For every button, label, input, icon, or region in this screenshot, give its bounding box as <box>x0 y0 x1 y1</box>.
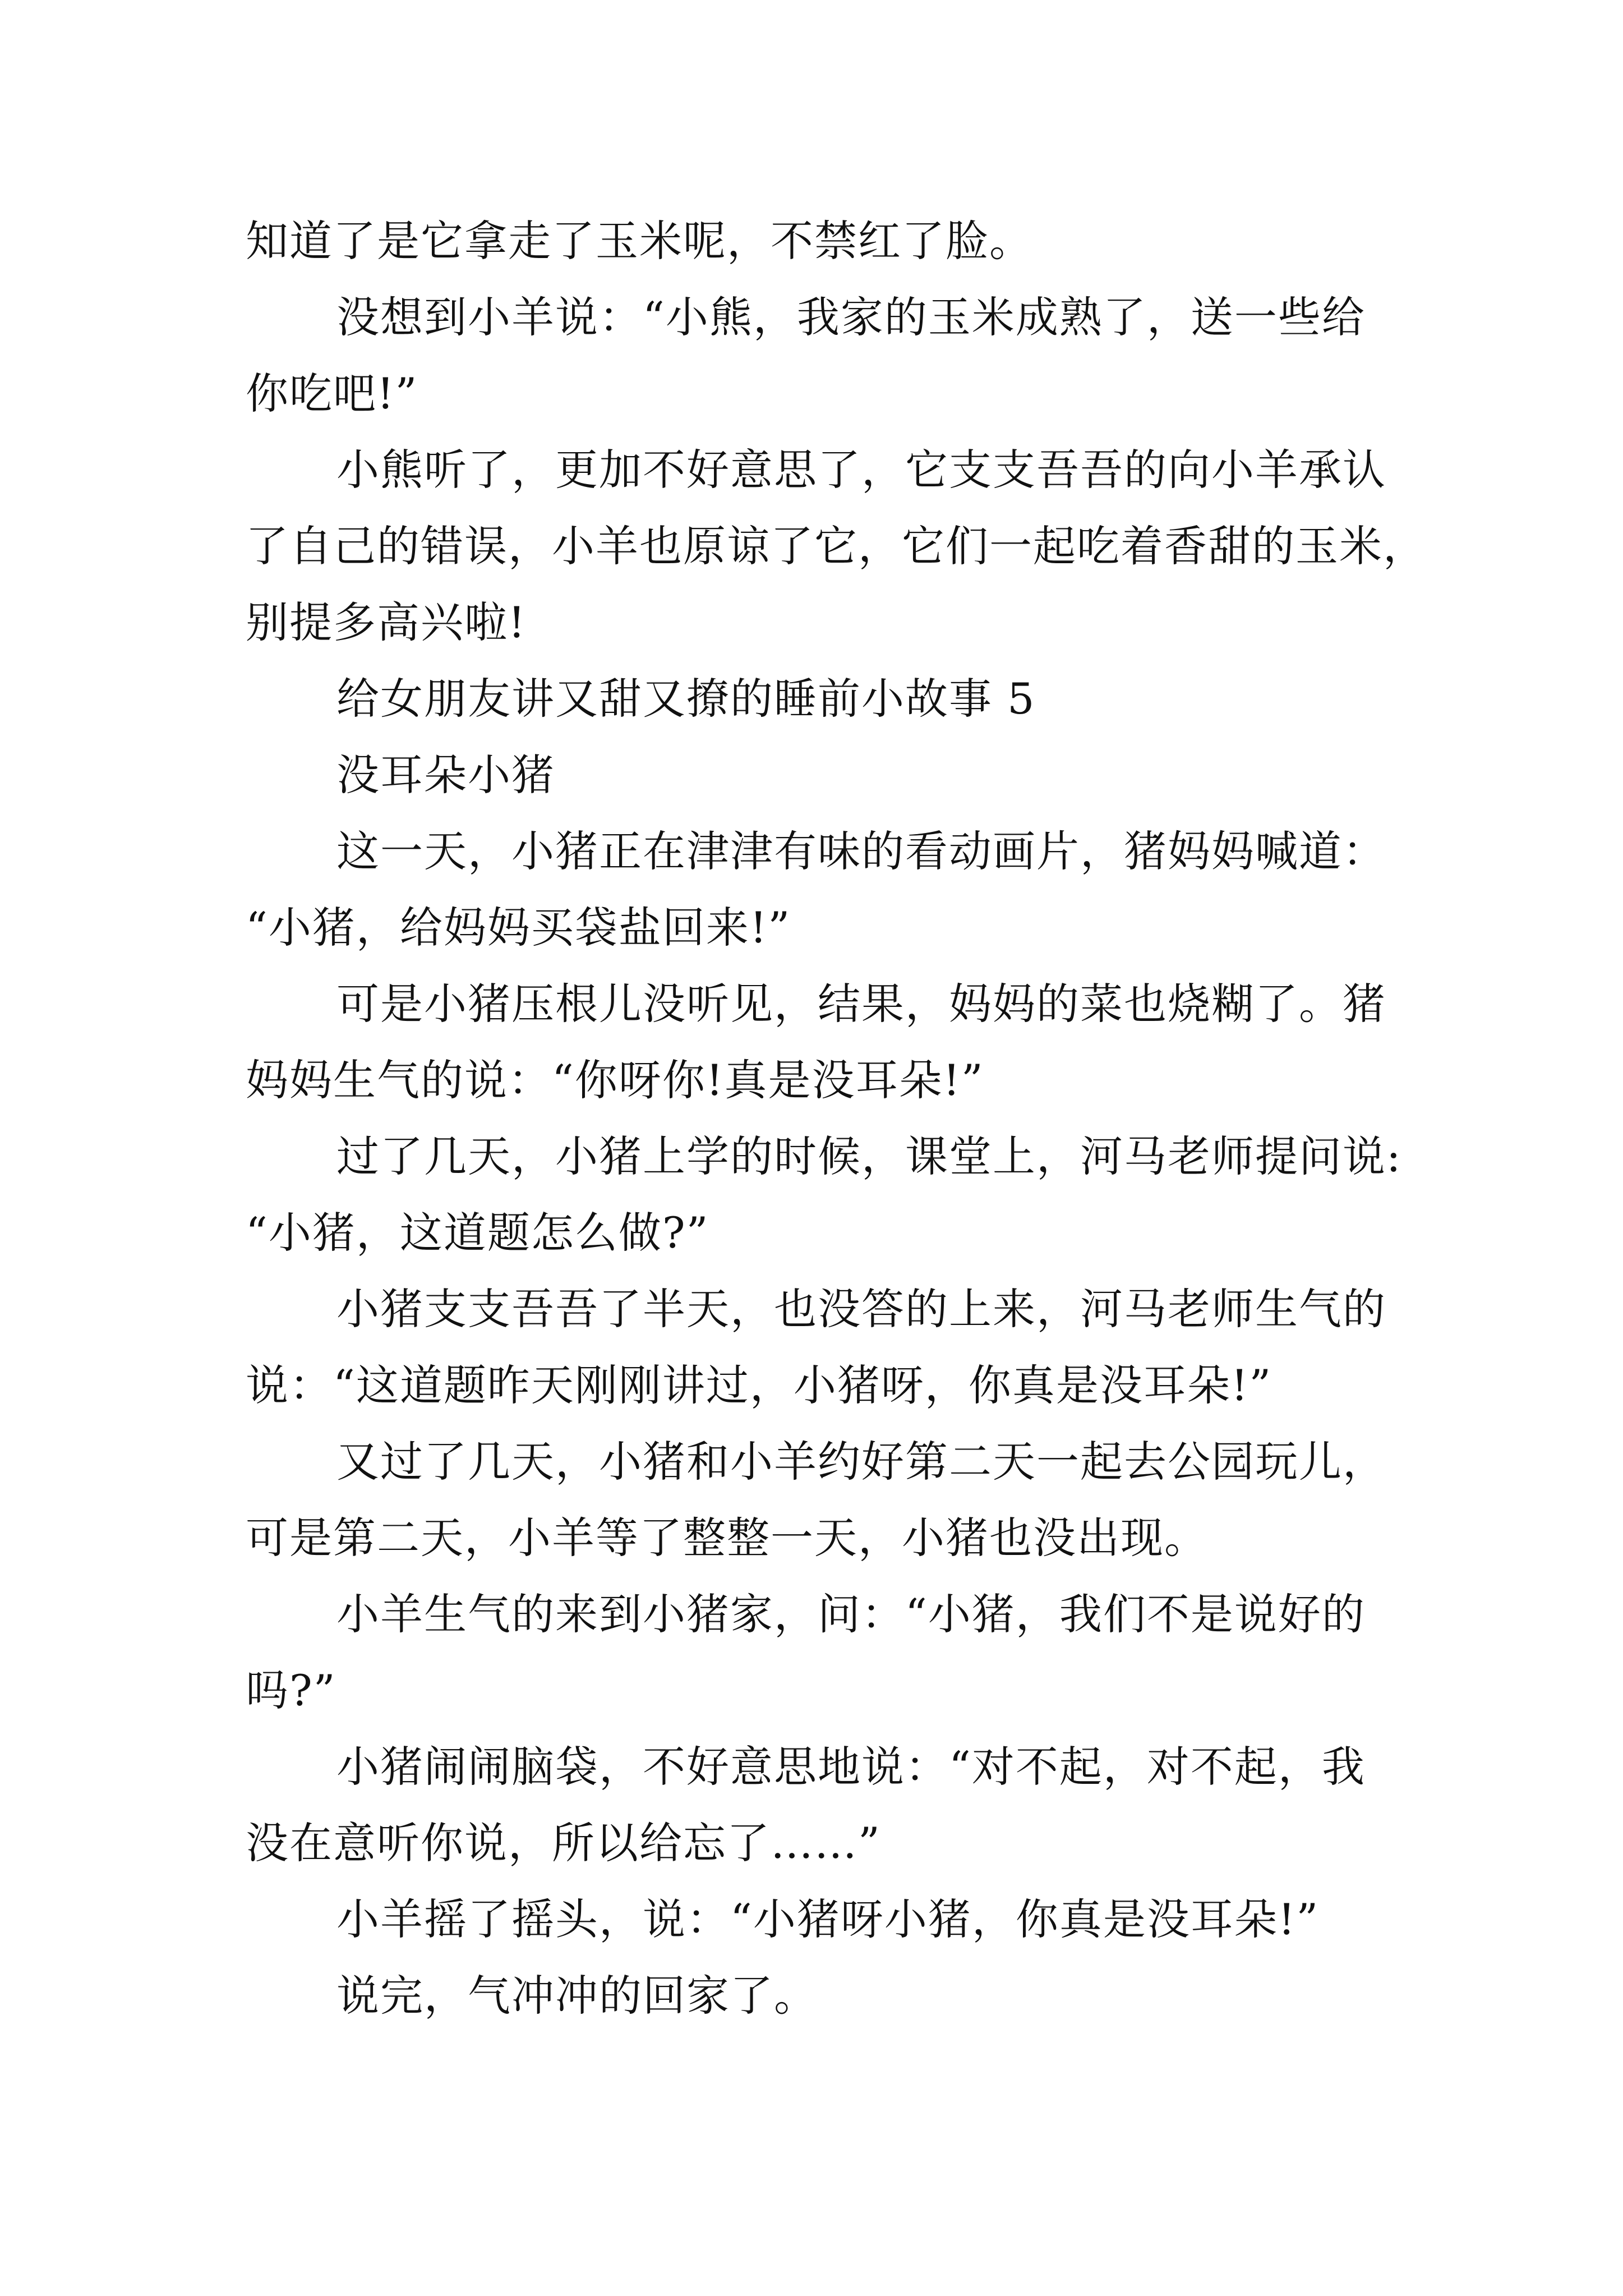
paragraph-start-line: 小猪支支吾吾了半天，也没答的上来，河马老师生气的 <box>336 1284 1386 1334</box>
text-line: 了自己的错误，小羊也原谅了它，它们一起吃着香甜的玉米， <box>246 521 1427 571</box>
text-line: 说：“这道题昨天刚刚讲过，小猪呀，你真是没耳朵!” <box>246 1360 1272 1410</box>
text-line: “小猪，这道题怎么做?” <box>246 1208 709 1258</box>
paragraph-start-line: 说完，气冲冲的回家了。 <box>336 1971 818 2021</box>
paragraph-start-line: 小羊摇了摇头，说：“小猪呀小猪，你真是没耳朵!” <box>336 1894 1320 1944</box>
text-line: 你吃吧!” <box>246 369 418 418</box>
paragraph-start-line: 可是小猪压根儿没听见，结果，妈妈的菜也烧糊了。猪 <box>336 979 1386 1029</box>
paragraph-start-line: 小羊生气的来到小猪家，问：“小猪，我们不是说好的 <box>336 1589 1366 1639</box>
text-line: 别提多高兴啦! <box>246 597 527 647</box>
text-line: 妈妈生气的说：“你呀你!真是没耳朵!” <box>246 1055 984 1105</box>
paragraph-start-line: 又过了几天，小猪和小羊约好第二天一起去公园玩儿， <box>336 1437 1386 1487</box>
text-line: 吗?” <box>246 1665 336 1715</box>
paragraph-start-line: 小熊听了，更加不好意思了，它支支吾吾的向小羊承认 <box>336 445 1386 495</box>
text-line: 可是第二天，小羊等了整整一天，小猪也没出现。 <box>246 1513 1208 1563</box>
story-title: 没耳朵小猪 <box>336 750 555 800</box>
section-title: 给女朋友讲又甜又撩的睡前小故事 5 <box>336 674 1036 724</box>
paragraph-start-line: 这一天，小猪正在津津有味的看动画片，猪妈妈喊道： <box>336 826 1386 876</box>
paragraph-start-line: 过了几天，小猪上学的时候，课堂上，河马老师提问说: <box>336 1131 1402 1181</box>
paragraph-start-line: 小猪闹闹脑袋，不好意思地说：“对不起，对不起，我 <box>336 1742 1366 1792</box>
paragraph-start-line: 没想到小羊说：“小熊，我家的玉米成熟了，送一些给 <box>336 292 1366 342</box>
text-line: “小猪，给妈妈买袋盐回来!” <box>246 903 791 953</box>
text-line: 没在意听你说，所以给忘了……” <box>246 1818 881 1868</box>
text-line: 知道了是它拿走了玉米呢，不禁红了脸。 <box>246 216 1033 266</box>
